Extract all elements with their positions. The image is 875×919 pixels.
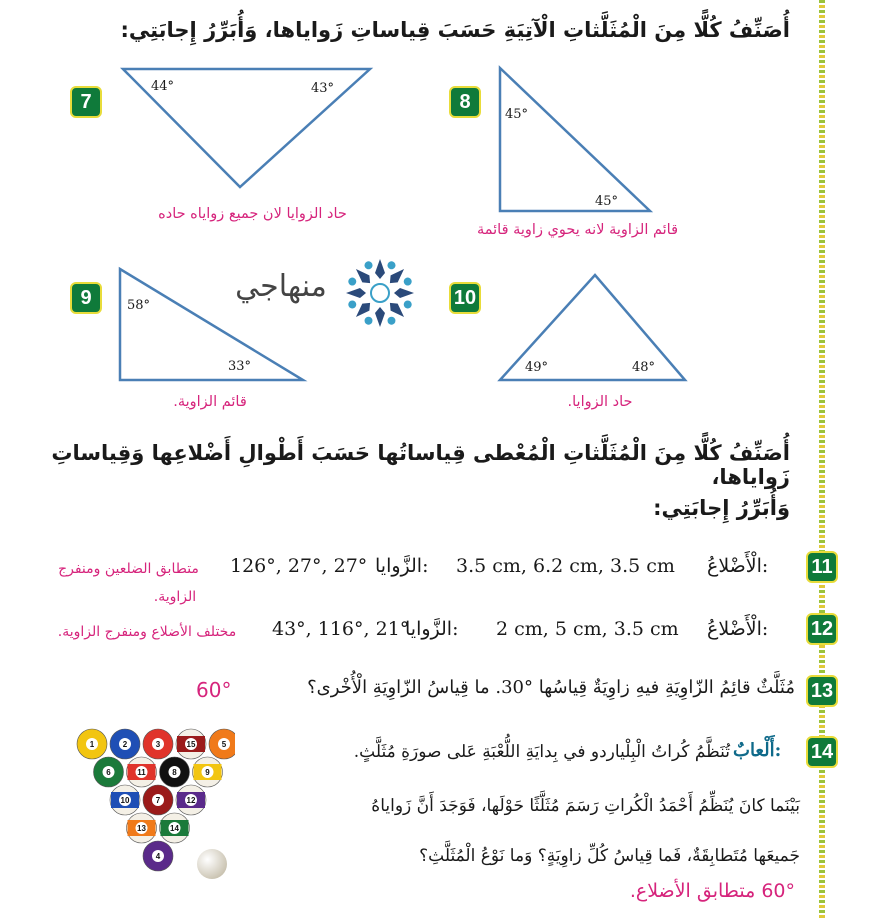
q11-answer-line-2: الزاوية. (153, 589, 197, 605)
billiard-ball (110, 729, 140, 759)
q13-answer: 60° (196, 678, 232, 702)
billiard-ball-number: 10 (120, 796, 130, 805)
billiard-ball-number: 9 (205, 768, 210, 777)
triangle-10-angle-left: 49° (525, 360, 549, 375)
question-number-13: 13 (806, 675, 838, 707)
billiard-ball (110, 785, 140, 815)
billiard-ball-number: 15 (186, 740, 196, 749)
triangle-8-angle-top: 45° (505, 107, 529, 122)
q14-title: أَلْعابٌ: (733, 740, 782, 761)
triangle-10-figure (495, 270, 690, 385)
manhaji-logo-text: منهاجي (235, 269, 327, 304)
billiard-ball-number: 5 (221, 740, 227, 749)
triangle-9-angle-top: 58° (127, 298, 151, 313)
billiard-ball-number: 6 (106, 768, 111, 777)
billiard-ball (176, 729, 206, 759)
q11-sides-label: الْأَضْلاعُ: (707, 555, 769, 577)
q12-sides-label: الْأَضْلاعُ: (707, 618, 769, 640)
billiard-ball-number: 13 (137, 824, 146, 833)
question-number-14: 14 (806, 736, 838, 768)
triangle-8-angle-bottom: 45° (595, 194, 619, 209)
triangle-9-angle-bottom: 33° (228, 359, 252, 374)
question-number-10: 10 (449, 282, 481, 314)
billiard-ball-number: 7 (155, 796, 161, 805)
billiard-ball (94, 757, 124, 787)
q12-answer: مختلف الأضلاع ومنفرج الزاوية. (57, 624, 237, 640)
cue-ball (197, 849, 227, 879)
billiard-ball (143, 785, 173, 815)
triangle-9-figure (115, 265, 310, 385)
q11-angles-label: الزَّوايا: (375, 555, 429, 577)
q12-angles-label: الزَّوايا: (405, 618, 459, 640)
billiard-ball-number: 1 (89, 740, 95, 749)
triangle-8-figure (495, 64, 655, 216)
manhaji-logo-icon (340, 253, 420, 333)
billiard-ball (160, 757, 190, 787)
billiard-ball (127, 757, 157, 787)
billiard-ball-number: 14 (170, 824, 179, 833)
triangle-9-answer: قائم الزاوية. (173, 394, 247, 410)
triangle-7-answer: حاد الزوايا لان جميع زواياه حاده (158, 206, 347, 222)
triangle-10-answer: حاد الزوايا. (567, 394, 633, 410)
triangle-7-angle-right: 43° (311, 81, 335, 96)
q14-answer: 60° متطابق الأضلاع. (629, 880, 795, 902)
q14-line-1: تُنَظَّمُ كُراتُ الْبِلْياردو في بِدايَةِ اللُّعْبَةِ عَلى صورَةِ مُثَلَّثٍ. (353, 742, 730, 762)
billiard-ball (143, 841, 173, 871)
triangle-10-angle-right: 48° (632, 360, 656, 375)
billiard-ball (143, 729, 173, 759)
triangle-7-angle-left: 44° (151, 79, 175, 94)
section-heading-2-line-1: أُصَنِّفُ كُلًّا مِنَ الْمُثَلَّثاتِ الْمُعْطى قِياساتُها حَسَبَ أَطْوالِ أَضْلاعِها وَقِياساتِ زَواياها، (51, 441, 790, 489)
billiard-ball (193, 757, 223, 787)
question-number-8: 8 (449, 86, 481, 118)
question-number-7: 7 (70, 86, 102, 118)
section-heading-1: أُصَنِّفُ كُلًّا مِنَ الْمُثَلَّثاتِ الْآتِيَةِ حَسَبَ قِياساتِ زَواياها، وَأُبَرِّرُ إِجابَتِي: (120, 18, 790, 42)
billiard-ball-number: 4 (155, 852, 161, 861)
question-number-9: 9 (70, 282, 102, 314)
billiard-ball-number: 3 (155, 740, 161, 749)
page-edge-decoration (819, 0, 825, 919)
question-number-11: 11 (806, 551, 838, 583)
billiard-ball (127, 813, 157, 843)
triangle-8-answer: قائم الزاوية لانه يحوي زاوية قائمة (476, 222, 679, 238)
billiard-ball-number: 11 (137, 768, 146, 777)
question-number-12: 12 (806, 613, 838, 645)
q11-sides: 3.5 cm, 6.2 cm, 3.5 cm (456, 555, 675, 577)
billiard-ball (160, 813, 190, 843)
q12-angles: 43°, 116°, 21° (272, 618, 410, 640)
q11-answer-line-1: متطابق الضلعين ومنفرج (58, 561, 199, 577)
billiard-ball-number: 2 (122, 740, 128, 749)
q13-text: مُثَلَّثٌ قائِمُ الزّاوِيَةِ فيهِ زاوِيَةٌ قِياسُها °30. ما قِياسُ الزّاوِيَةِ الْأُخْرى؟ (307, 677, 795, 698)
q14-line-2: بَيْنَما كانَ يُنَظِّمُ أَحْمَدُ الْكُراتِ رَسَمَ مُثَلَّثًا حَوْلَها، فَوَجَدَ أَنَّ زَواياهُ (371, 796, 800, 816)
billiard-balls-figure (70, 728, 235, 888)
section-heading-2-line-2: وَأُبَرِّرُ إِجابَتِي: (653, 496, 790, 520)
q11-angles: 126°, 27°, 27° (230, 555, 368, 577)
billiard-ball (209, 729, 235, 759)
billiard-ball (176, 785, 206, 815)
billiard-ball (77, 729, 107, 759)
q12-sides: 2 cm, 5 cm, 3.5 cm (496, 618, 679, 640)
billiard-ball-number: 8 (172, 768, 177, 777)
triangle-7-figure (115, 62, 380, 194)
billiard-ball-number: 12 (186, 796, 196, 805)
q14-line-3: جَميعَها مُتَطابِقَةٌ، فَما قِياسُ كُلِّ زاوِيَةٍ؟ وَما نَوْعُ الْمُثَلَّثِ؟ (419, 846, 800, 866)
